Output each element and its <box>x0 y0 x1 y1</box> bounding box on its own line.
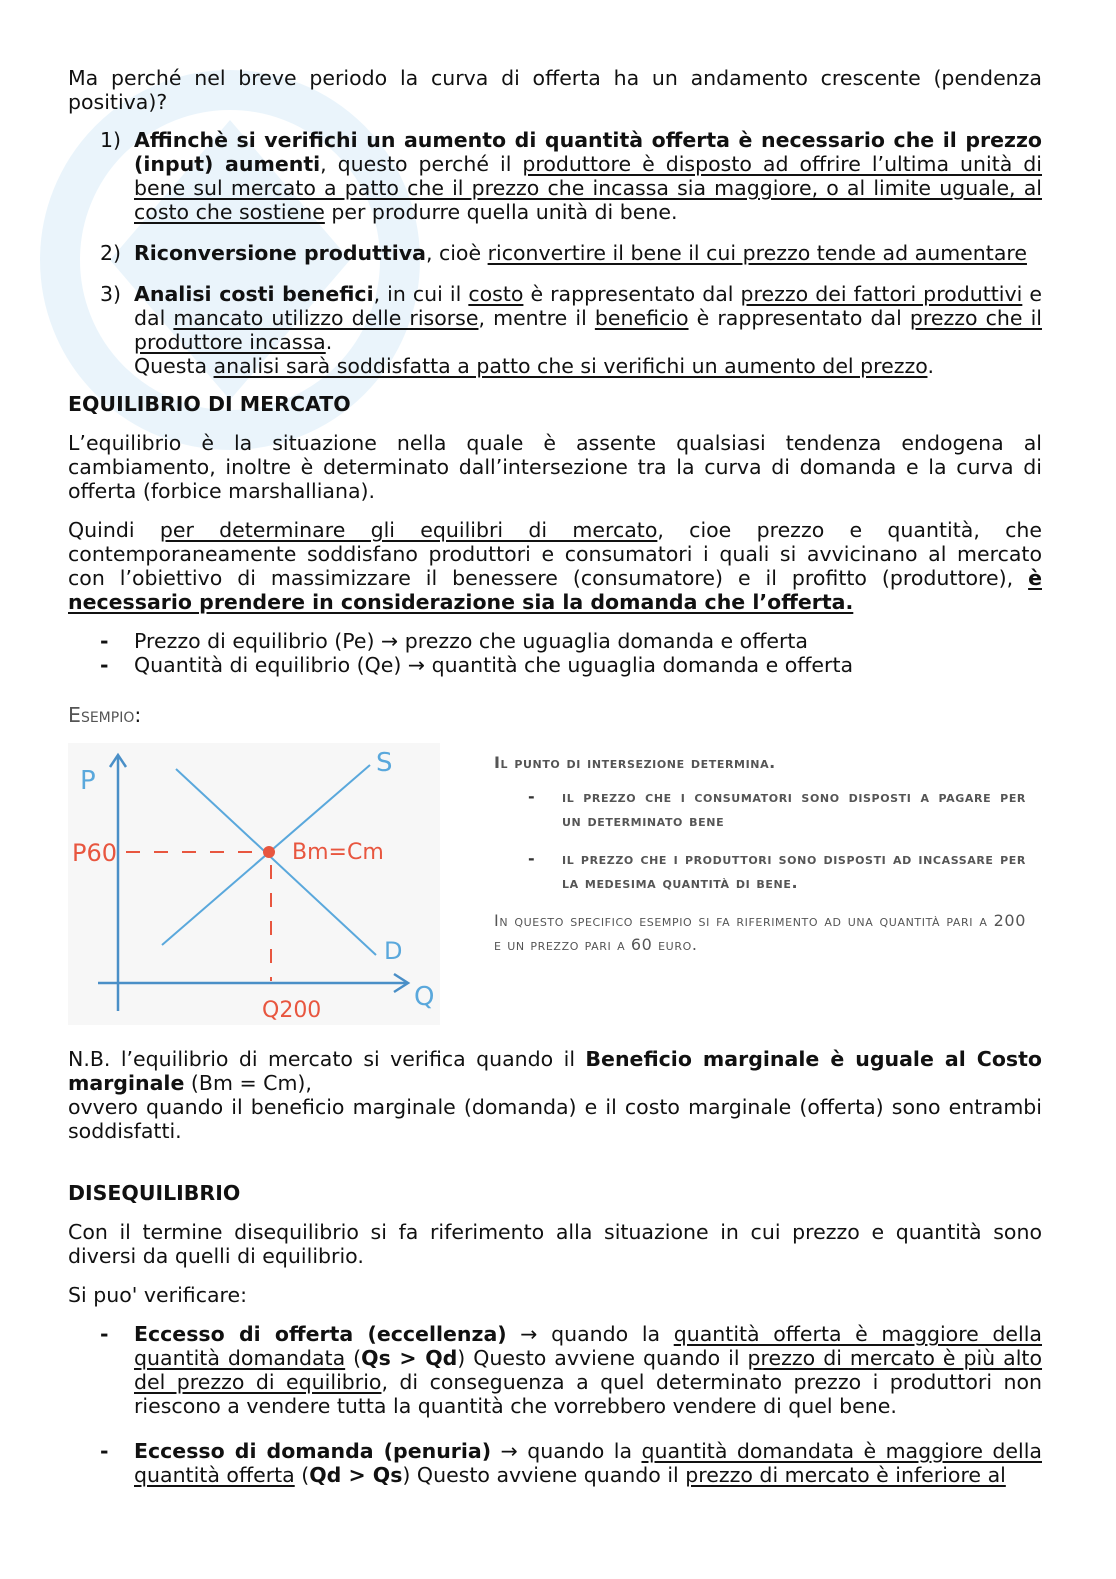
reason-item-1 <box>68 128 1042 224</box>
note-list <box>494 785 1026 895</box>
underlined-text: per determinare gli equilibri di mercato <box>159 518 658 542</box>
text-span: , di conseguenza a quel determinato prezzo i produttori non riescono a vendere tutta la quantità che vorrebbero vendere di quel bene. <box>134 1370 1042 1418</box>
bold-text: Eccesso di offerta (eccellenza) <box>134 1322 507 1346</box>
disequilibrio-intro: Si puo' verificare: <box>68 1283 248 1307</box>
section-heading-disequilibrio: DISEQUILIBRIO <box>68 1181 241 1205</box>
intro-question: Ma perché nel breve periodo la curva di offerta ha un andamento crescente (pendenza positiva)? <box>68 66 1042 114</box>
underlined-text: analisi sarà soddisfatta a patto che si verifichi un aumento del prezzo <box>213 354 928 378</box>
note-text: il prezzo che i produttori sono disposti ad incassare per la medesima quantità di bene. <box>562 849 1026 892</box>
underlined-text: prezzo dei fattori produttivi <box>740 282 1023 306</box>
list-number: 3) <box>100 282 122 306</box>
text-span: , questo perché il <box>320 152 523 176</box>
text-span: ) Questo avviene quando il <box>402 1463 686 1487</box>
equilibrium-bullets <box>68 629 1042 677</box>
list-item <box>68 653 1042 677</box>
dash-bullet: - <box>100 653 109 677</box>
reason-item-2 <box>68 241 1042 265</box>
document-page <box>68 66 1042 1508</box>
text-span: . <box>927 354 934 378</box>
bullet-text: Quantità di equilibrio (Qe) → quantità che uguaglia domanda e offerta <box>134 653 854 677</box>
text-span: : <box>134 703 142 727</box>
list-item <box>68 629 1042 653</box>
dash-bullet: - <box>100 1322 109 1346</box>
equilibrium-point <box>263 846 275 858</box>
underlined-text: costo <box>468 282 524 306</box>
example-section <box>68 743 1042 1025</box>
text-span: , in cui il <box>373 282 469 306</box>
bold-text: Eccesso di domanda (penuria) <box>134 1439 492 1463</box>
text-span: è rappresentato dal <box>523 282 741 306</box>
note-item-1 <box>494 785 1026 833</box>
curve-label-d: D <box>384 937 403 965</box>
label-q200: Q200 <box>262 998 322 1023</box>
reason-title: Affinchè si verifichi un aumento di quantità offerta è necessario che il prezzo (input) aumenti <box>134 128 1042 176</box>
bold-underlined-text: è necessario prendere in considerazione sia la domanda che l’offerta. <box>68 566 1042 614</box>
text-span: ( <box>294 1463 310 1487</box>
text-span: e dal <box>134 282 1042 330</box>
text-span: ( <box>345 1346 362 1370</box>
reasons-list <box>68 128 1042 378</box>
text-span: (Bm = Cm), <box>184 1071 312 1095</box>
dash-bullet: - <box>528 787 536 806</box>
curve-label-s: S <box>376 748 393 778</box>
underlined-text: prezzo di mercato è più alto del prezzo di equilibrio <box>134 1346 1043 1394</box>
reason-item-3 <box>68 282 1042 378</box>
reason-title: Analisi costi benefici <box>134 282 374 306</box>
axis-label-q: Q <box>414 982 435 1012</box>
label-bm-cm: Bm=Cm <box>292 840 384 865</box>
example-label-text: Esempio <box>68 703 135 727</box>
label-p60: P60 <box>72 839 118 867</box>
section-heading-equilibrio: EQUILIBRIO DI MERCATO <box>68 392 351 416</box>
disequilibrio-definition: Con il termine disequilibrio si fa riferimento alla situazione in cui prezzo e quantità sono diversi da quelli di equilibrio. <box>68 1220 1042 1268</box>
underlined-text: prezzo che il produttore incassa <box>134 306 1042 354</box>
underlined-text: quantità offerta è maggiore della quantità domandata <box>134 1322 1042 1370</box>
example-label <box>68 703 1042 727</box>
dash-bullet: - <box>528 849 536 868</box>
underlined-text: produttore è disposto ad offrire l’ultima unità di bene sul mercato a patto che il prezzo che incassa sia maggiore, o al limite uguale, al costo che sostiene <box>134 152 1042 224</box>
list-item <box>68 1322 1042 1418</box>
underlined-text: beneficio <box>594 306 689 330</box>
nb-paragraph <box>68 1047 1042 1143</box>
bullet-text: Prezzo di equilibrio (Pe) → prezzo che uguaglia domanda e offerta <box>134 629 808 653</box>
underlined-text: mancato utilizzo delle risorse <box>173 306 479 330</box>
reason-title: Riconversione produttiva <box>134 241 426 265</box>
note-item-2 <box>494 847 1026 895</box>
dash-bullet: - <box>100 1439 109 1463</box>
text-span: , cioè <box>425 241 488 265</box>
supply-demand-graph <box>68 743 440 1025</box>
list-item <box>68 1439 1042 1487</box>
disequilibrio-list <box>68 1322 1042 1487</box>
text-span: Questa <box>134 354 214 378</box>
text-span: . <box>325 330 333 354</box>
example-notes <box>494 751 1026 957</box>
underlined-text: riconvertire il bene il cui prezzo tende ad aumentare <box>487 241 1027 265</box>
note-footer: In questo specifico esempio si fa riferimento ad una quantità pari a 200 e un prezzo pari a 60 euro. <box>494 911 1026 954</box>
text-span: → quando la <box>491 1439 642 1463</box>
text-span: , mentre il <box>478 306 595 330</box>
text-span: per produrre quella unità di bene. <box>324 200 678 224</box>
text-span: N.B. l’equilibrio di mercato si verifica quando il <box>68 1047 586 1071</box>
note-text: il prezzo che i consumatori sono disposti a pagare per un determinato bene <box>562 787 1026 830</box>
text-span: Quindi <box>68 518 160 542</box>
text-span: , cioe prezzo e quantità, che contemporaneamente soddisfano produttori e consumatori i quali si avvicinano al mercato con l’obiettivo di massimizzare il benessere (consumatore) e il profitto (produttore), <box>68 518 1042 590</box>
list-number: 1) <box>100 128 122 152</box>
note-title: Il punto di intersezione determina. <box>494 753 776 772</box>
text-span: ovvero quando il beneficio marginale (domanda) e il costo marginale (offerta) sono entrambi soddisfatti. <box>68 1095 1042 1143</box>
text-span: è rappresentato dal <box>688 306 910 330</box>
equilibrio-definition: L’equilibrio è la situazione nella quale è assente qualsiasi tendenza endogena al cambiamento, inoltre è determinato dall’intersezione tra la curva di domanda e la curva di offerta (forbice marshalliana). <box>68 431 1042 503</box>
text-span: ) Questo avviene quando il <box>457 1346 748 1370</box>
equilibrio-paragraph <box>68 518 1042 614</box>
underlined-text: quantità domandata è maggiore della quantità offerta <box>134 1439 1042 1487</box>
text-span: → quando la <box>506 1322 674 1346</box>
bold-text: Qd > Qs <box>309 1463 403 1487</box>
axis-label-p: P <box>80 766 96 796</box>
bold-text: Qs > Qd <box>361 1346 458 1370</box>
dash-bullet: - <box>100 629 109 653</box>
underlined-text: prezzo di mercato è inferiore al <box>685 1463 1006 1487</box>
bold-text: Beneficio marginale è uguale al Costo marginale <box>68 1047 1042 1095</box>
list-number: 2) <box>100 241 122 265</box>
